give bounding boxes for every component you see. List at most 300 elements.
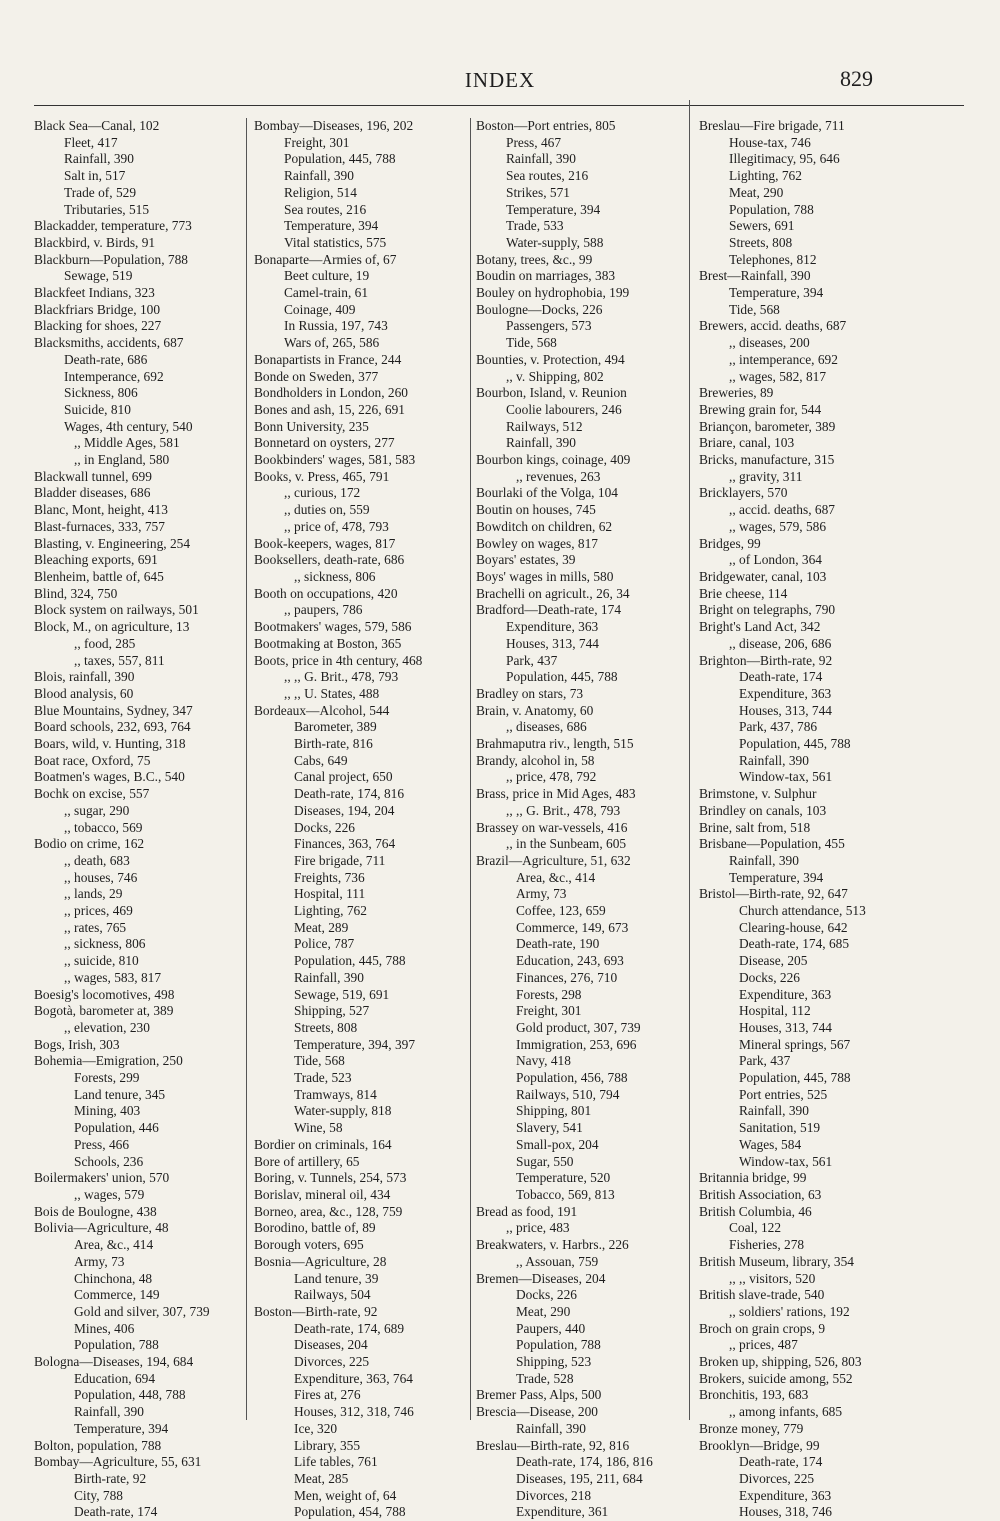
index-entry: Block system on railways, 501: [34, 602, 199, 618]
index-entry: Tramways, 814: [294, 1086, 377, 1102]
index-entry: Boyars' estates, 39: [476, 552, 576, 568]
index-entry: Bombay—Agriculture, 55, 631: [34, 1454, 202, 1470]
index-entry: Population, 445, 788: [284, 151, 396, 167]
index-entry: Book-keepers, wages, 817: [254, 535, 396, 551]
index-entry: Blind, 324, 750: [34, 585, 118, 601]
index-entry: Freight, 301: [516, 1003, 582, 1019]
index-entry: Borneo, area, &c., 128, 759: [254, 1203, 403, 1219]
index-entry: ,, prices, 469: [64, 903, 133, 919]
index-entry: Houses, 313, 744: [739, 1019, 832, 1035]
index-entry: Population, 456, 788: [516, 1070, 628, 1086]
index-entry: Railways, 512: [506, 418, 583, 434]
index-entry: Illegitimacy, 95, 646: [729, 151, 840, 167]
index-entry: Blanc, Mont, height, 413: [34, 502, 168, 518]
index-entry: Rainfall, 390: [74, 1404, 144, 1420]
index-entry: Boots, price in 4th century, 468: [254, 652, 423, 668]
index-entry: Bladder diseases, 686: [34, 485, 151, 501]
index-entry: ,, soldiers' rations, 192: [729, 1303, 850, 1319]
index-entry: Bradley on stars, 73: [476, 685, 584, 701]
index-entry: Forests, 299: [74, 1070, 140, 1086]
index-entry: Houses, 318, 746: [739, 1504, 832, 1520]
index-entry: Meat, 290: [729, 184, 784, 200]
index-entry: ,, taxes, 557, 811: [74, 652, 165, 668]
index-entry: Bristol—Birth-rate, 92, 647: [699, 886, 848, 902]
index-entry: ,, wages, 582, 817: [729, 368, 827, 384]
index-entry: Camel-train, 61: [284, 285, 369, 301]
index-entry: ,, diseases, 686: [506, 719, 587, 735]
index-entry: Temperature, 394: [506, 201, 601, 217]
index-entry: Bounties, v. Protection, 494: [476, 351, 625, 367]
index-entry: ,, sickness, 806: [294, 568, 376, 584]
index-entry: Expenditure, 363: [739, 986, 832, 1002]
index-entry: Coinage, 409: [284, 301, 356, 317]
index-entry: Boys' wages in mills, 580: [476, 568, 614, 584]
index-entry: Bronchitis, 193, 683: [699, 1387, 809, 1403]
index-entry: ,, death, 683: [64, 852, 130, 868]
index-entry: Divorces, 225: [294, 1354, 370, 1370]
index-entry: Sugar, 550: [516, 1153, 574, 1169]
index-entry: Bologna—Diseases, 194, 684: [34, 1354, 194, 1370]
index-entry: Boutin on houses, 745: [476, 502, 596, 518]
index-entry: Board schools, 232, 693, 764: [34, 719, 191, 735]
index-entry: ,, revenues, 263: [516, 468, 601, 484]
index-entry: Borough voters, 695: [254, 1237, 364, 1253]
index-entry: Life tables, 761: [294, 1454, 378, 1470]
index-entry: Booksellers, death-rate, 686: [254, 552, 405, 568]
page-number: 829: [840, 66, 873, 91]
index-entry: Rainfall, 390: [739, 752, 809, 768]
page-title: INDEX: [464, 68, 536, 92]
index-entry: Blacking for shoes, 227: [34, 318, 162, 334]
index-entry: Meat, 290: [516, 1303, 571, 1319]
index-entry: Bremer Pass, Alps, 500: [476, 1387, 602, 1403]
index-entry: Expenditure, 363: [739, 685, 832, 701]
index-entry: Rainfall, 390: [64, 151, 134, 167]
index-entry: Bones and ash, 15, 226, 691: [254, 401, 406, 417]
index-column-4: [699, 118, 969, 1521]
index-entry: Brooklyn—Bridge, 99: [699, 1437, 820, 1453]
index-entry: Bootmakers' wages, 579, 586: [254, 619, 412, 635]
index-entry: Brandy, alcohol in, 58: [476, 752, 595, 768]
index-entry: British slave-trade, 540: [699, 1287, 825, 1303]
index-entry: Bowditch on children, 62: [476, 518, 613, 534]
index-entry: Bridges, 99: [699, 535, 761, 551]
index-entry: Trade, 533: [506, 218, 564, 234]
index-entry: Briare, canal, 103: [699, 435, 795, 451]
index-entry: Population, 445, 788: [506, 669, 618, 685]
index-entry: ,, paupers, 786: [284, 602, 363, 618]
index-entry: Tide, 568: [729, 301, 780, 317]
index-entry: Death-rate, 174, 816: [294, 786, 405, 802]
index-entry: Canal project, 650: [294, 769, 393, 785]
index-entry: Bridgewater, canal, 103: [699, 568, 827, 584]
index-entry: Birth-rate, 816: [294, 736, 373, 752]
index-entry: British Association, 63: [699, 1187, 822, 1202]
index-entry: Meat, 285: [294, 1470, 349, 1486]
column-divider: [470, 118, 471, 1420]
index-entry: Freight, 301: [284, 134, 350, 150]
index-entry: Boatmen's wages, B.C., 540: [34, 769, 185, 785]
index-entry: Wages, 584: [739, 1136, 802, 1152]
index-entry: Bright's Land Act, 342: [699, 619, 821, 635]
index-entry: Brest—Rainfall, 390: [699, 268, 811, 284]
index-entry: Population, 788: [729, 201, 814, 217]
index-entry: ,, ,, G. Brit., 478, 793: [284, 669, 399, 685]
index-column-3: [476, 118, 686, 1521]
index-entry: Boat race, Oxford, 75: [34, 752, 151, 768]
index-entry: Wages, 4th century, 540: [64, 418, 193, 434]
index-entry: Forests, 298: [516, 986, 582, 1002]
index-entry: Bowley on wages, 817: [476, 535, 598, 551]
index-entry: Men, weight of, 64: [294, 1487, 397, 1503]
index-entry: Religion, 514: [284, 184, 357, 200]
index-entry: Tide, 568: [506, 335, 557, 351]
index-entry: Blacksmiths, accidents, 687: [34, 335, 184, 351]
index-entry: ,, wages, 583, 817: [64, 969, 162, 985]
index-entry: Bore of artillery, 65: [254, 1153, 360, 1169]
index-entry: Boars, wild, v. Hunting, 318: [34, 736, 186, 752]
index-entry: Rainfall, 390: [294, 969, 364, 985]
index-entry: Bombay—Diseases, 196, 202: [254, 118, 414, 133]
index-entry: Books, v. Press, 465, 791: [254, 468, 390, 484]
index-entry: Boesig's locomotives, 498: [34, 986, 175, 1002]
index-entry: Population, 446: [74, 1120, 159, 1136]
index-entry: Gold product, 307, 739: [516, 1019, 641, 1035]
index-entry: Brokers, suicide among, 552: [699, 1370, 853, 1386]
index-entry: Population, 788: [74, 1337, 159, 1353]
index-entry: Immigration, 253, 696: [516, 1036, 637, 1052]
index-entry: Brass, price in Mid Ages, 483: [476, 786, 636, 802]
index-entry: Bourlaki of the Volga, 104: [476, 485, 618, 501]
index-entry: Bradford—Death-rate, 174: [476, 602, 622, 618]
index-entry: House-tax, 746: [729, 134, 811, 150]
index-entry: Breslau—Fire brigade, 711: [699, 118, 845, 133]
index-entry: Commerce, 149, 673: [516, 919, 629, 935]
index-entry: Bois de Boulogne, 438: [34, 1203, 157, 1219]
column-divider: [689, 100, 690, 1420]
index-entry: ,, intemperance, 692: [729, 351, 838, 367]
index-entry: ,, sugar, 290: [64, 802, 130, 818]
index-entry: Bonde on Sweden, 377: [254, 368, 379, 384]
index-entry: Boudin on marriages, 383: [476, 268, 616, 284]
index-entry: Army, 73: [516, 886, 567, 902]
index-entry: Railways, 504: [294, 1287, 371, 1303]
index-entry: Temperature, 394: [284, 218, 379, 234]
index-entry: ,, curious, 172: [284, 485, 361, 501]
index-entry: Bondholders in London, 260: [254, 385, 408, 401]
index-entry: Brighton—Birth-rate, 92: [699, 652, 833, 668]
index-entry: Borislav, mineral oil, 434: [254, 1187, 391, 1202]
index-entry: Commerce, 149: [74, 1287, 160, 1303]
index-entry: Tide, 568: [294, 1053, 345, 1069]
index-entry: Population, 445, 788: [739, 1070, 851, 1086]
index-entry: Borodino, battle of, 89: [254, 1220, 376, 1236]
index-entry: Death-rate, 190: [516, 936, 600, 952]
index-entry: Hospital, 112: [739, 1003, 811, 1019]
index-entry: Lighting, 762: [294, 903, 367, 919]
index-entry: Beet culture, 19: [284, 268, 370, 284]
index-entry: Breslau—Birth-rate, 92, 816: [476, 1437, 630, 1453]
index-entry: Houses, 313, 744: [739, 702, 832, 718]
index-entry: Death-rate, 174, 685: [739, 936, 850, 952]
index-entry: ,, elevation, 230: [64, 1019, 150, 1035]
index-entry: Blackfeet Indians, 323: [34, 285, 155, 301]
index-entry: Port entries, 525: [739, 1086, 828, 1102]
index-entry: Bookbinders' wages, 581, 583: [254, 452, 416, 468]
index-entry: ,, wages, 579, 586: [729, 518, 827, 534]
index-entry: Land tenure, 345: [74, 1086, 166, 1102]
index-entry: Park, 437: [739, 1053, 791, 1069]
index-entry: Small-pox, 204: [516, 1136, 599, 1152]
index-entry: ,, price of, 478, 793: [284, 518, 389, 534]
index-entry: ,, duties on, 559: [284, 502, 370, 518]
index-entry: Bohemia—Emigration, 250: [34, 1053, 183, 1069]
index-entry: Sewage, 519: [64, 268, 133, 284]
index-entry: Population, 448, 788: [74, 1387, 186, 1403]
index-entry: Brachelli on agricult., 26, 34: [476, 585, 630, 601]
index-entry: Suicide, 810: [64, 401, 131, 417]
index-entry: Trade, 528: [516, 1370, 574, 1386]
index-entry: Water-supply, 818: [294, 1103, 392, 1119]
index-entry: Bordeaux—Alcohol, 544: [254, 702, 390, 718]
index-entry: Fisheries, 278: [729, 1237, 805, 1253]
index-entry: Broken up, shipping, 526, 803: [699, 1354, 862, 1370]
index-entry: Brewing grain for, 544: [699, 401, 822, 417]
index-entry: Bouley on hydrophobia, 199: [476, 285, 630, 301]
index-entry: Coal, 122: [729, 1220, 782, 1236]
index-entry: Blackadder, temperature, 773: [34, 218, 192, 234]
index-entry: Bolton, population, 788: [34, 1437, 162, 1453]
index-entry: ,, suicide, 810: [64, 953, 139, 969]
index-entry: Blasting, v. Engineering, 254: [34, 535, 191, 551]
index-entry: Brahmaputra riv., length, 515: [476, 736, 634, 752]
index-entry: Breakwaters, v. Harbrs., 226: [476, 1237, 629, 1253]
index-entry: ,, prices, 487: [729, 1337, 798, 1353]
index-entry: Meat, 289: [294, 919, 349, 935]
index-entry: Finances, 276, 710: [516, 969, 618, 985]
index-entry: Birth-rate, 92: [74, 1470, 147, 1486]
index-entry: Docks, 226: [516, 1287, 577, 1303]
index-entry: Schools, 236: [74, 1153, 144, 1169]
index-entry: ,, in England, 580: [74, 452, 170, 468]
index-entry: Briançon, barometer, 389: [699, 418, 836, 434]
index-entry: Press, 467: [506, 134, 562, 150]
index-entry: Botany, trees, &c., 99: [476, 251, 593, 267]
index-entry: Slavery, 541: [516, 1120, 583, 1136]
index-entry: Streets, 808: [294, 1019, 358, 1035]
index-entry: Bochk on excise, 557: [34, 786, 150, 802]
index-entry: ,, wages, 579: [74, 1187, 145, 1202]
index-entry: Blackburn—Population, 788: [34, 251, 188, 267]
index-entry: Strikes, 571: [506, 184, 570, 200]
index-column-2: [254, 118, 470, 1521]
index-entry: Navy, 418: [516, 1053, 571, 1069]
index-entry: ,, ,, G. Brit., 478, 793: [506, 802, 621, 818]
index-entry: Houses, 313, 744: [506, 635, 599, 651]
index-entry: Army, 73: [74, 1253, 125, 1269]
header-rule: [34, 105, 964, 106]
index-entry: Salt in, 517: [64, 168, 126, 184]
index-entry: Streets, 808: [729, 234, 793, 250]
index-entry: Death-rate, 174: [739, 1454, 823, 1470]
index-entry: Death-rate, 174: [739, 669, 823, 685]
index-entry: Park, 437, 786: [739, 719, 818, 735]
index-entry: Brisbane—Population, 455: [699, 836, 845, 852]
index-entry: Death-rate, 174, 186, 816: [516, 1454, 653, 1470]
index-entry: Cabs, 649: [294, 752, 348, 768]
index-entry: Intemperance, 692: [64, 368, 164, 384]
index-entry: Blast-furnaces, 333, 757: [34, 518, 165, 534]
index-entry: Bread as food, 191: [476, 1203, 578, 1219]
index-entry: Education, 694: [74, 1370, 156, 1386]
index-entry: Window-tax, 561: [739, 769, 833, 785]
index-entry: Bolivia—Agriculture, 48: [34, 1220, 169, 1236]
index-entry: Population, 445, 788: [739, 736, 851, 752]
index-entry: Bosnia—Agriculture, 28: [254, 1253, 387, 1269]
index-entry: Education, 243, 693: [516, 953, 624, 969]
index-entry: ,, sickness, 806: [64, 936, 146, 952]
index-entry: ,, ,, U. States, 488: [284, 685, 380, 701]
index-entry: ,, of London, 364: [729, 552, 822, 568]
index-entry: Disease, 205: [739, 953, 808, 969]
index-entry: Ice, 320: [294, 1420, 338, 1436]
index-entry: Black Sea—Canal, 102: [34, 118, 160, 133]
index-entry: Rainfall, 390: [506, 435, 576, 451]
index-entry: Bremen—Diseases, 204: [476, 1270, 606, 1286]
index-entry: Boston—Birth-rate, 92: [254, 1303, 378, 1319]
index-entry: Brewers, accid. deaths, 687: [699, 318, 847, 334]
index-entry: Expenditure, 361: [516, 1504, 609, 1520]
index-entry: Coffee, 123, 659: [516, 903, 606, 919]
index-entry: Broch on grain crops, 9: [699, 1320, 826, 1336]
index-entry: Houses, 312, 318, 746: [294, 1404, 414, 1420]
index-entry: Boulogne—Docks, 226: [476, 301, 603, 317]
index-entry: City, 788: [74, 1487, 123, 1503]
index-entry: Press, 466: [74, 1136, 130, 1152]
index-entry: Blois, rainfall, 390: [34, 669, 135, 685]
index-entry: ,, price, 478, 792: [506, 769, 597, 785]
index-entry: Britannia bridge, 99: [699, 1170, 807, 1186]
index-entry: Railways, 510, 794: [516, 1086, 620, 1102]
index-entry: Rainfall, 390: [284, 168, 354, 184]
index-entry: Death-rate, 686: [64, 351, 148, 367]
index-entry: Brain, v. Anatomy, 60: [476, 702, 594, 718]
index-column-1: [34, 118, 246, 1521]
index-entry: Trade of, 529: [64, 184, 137, 200]
index-entry: Mineral springs, 567: [739, 1036, 851, 1052]
index-entry: Church attendance, 513: [739, 903, 866, 919]
index-entry: Population, 454, 788: [294, 1504, 406, 1520]
index-entry: Brazil—Agriculture, 51, 632: [476, 852, 631, 868]
index-entry: Blenheim, battle of, 645: [34, 568, 164, 584]
index-entry: Bordier on criminals, 164: [254, 1136, 392, 1152]
index-entry: Sea routes, 216: [284, 201, 367, 217]
index-entry: Bonnetard on oysters, 277: [254, 435, 395, 451]
index-entry: Wars of, 265, 586: [284, 335, 380, 351]
index-entry: Area, &c., 414: [74, 1237, 154, 1253]
index-entry: Clearing-house, 642: [739, 919, 848, 935]
index-entry: Rainfall, 390: [739, 1103, 809, 1119]
index-entry: ,, price, 483: [506, 1220, 570, 1236]
index-entry: Bricklayers, 570: [699, 485, 788, 501]
index-entry: Boring, v. Tunnels, 254, 573: [254, 1170, 407, 1186]
index-entry: ,, houses, 746: [64, 869, 138, 885]
index-entry: ,, ,, visitors, 520: [729, 1270, 816, 1286]
index-entry: ,, Middle Ages, 581: [74, 435, 180, 451]
index-entry: Tributaries, 515: [64, 201, 150, 217]
index-entry: ,, disease, 206, 686: [729, 635, 832, 651]
index-entry: Trade, 523: [294, 1070, 352, 1086]
index-entry: In Russia, 197, 743: [284, 318, 388, 334]
index-entry: Diseases, 204: [294, 1337, 368, 1353]
index-entry: Bootmaking at Boston, 365: [254, 635, 402, 651]
index-entry: Bronze money, 779: [699, 1420, 804, 1436]
index-entry: Fire brigade, 711: [294, 852, 386, 868]
column-divider: [246, 118, 247, 1420]
index-entry: ,, food, 285: [74, 635, 136, 651]
index-entry: Diseases, 195, 211, 684: [516, 1470, 643, 1486]
index-entry: Temperature, 394: [729, 869, 824, 885]
index-entry: Lighting, 762: [729, 168, 802, 184]
index-entry: Park, 437: [506, 652, 558, 668]
index-entry: Area, &c., 414: [516, 869, 596, 885]
index-entry: Rainfall, 390: [729, 852, 799, 868]
index-entry: British Columbia, 46: [699, 1203, 812, 1219]
index-entry: Bonapartists in France, 244: [254, 351, 402, 367]
index-entry: Brassey on war-vessels, 416: [476, 819, 628, 835]
index-entry: Wine, 58: [294, 1120, 343, 1136]
index-entry: ,, in the Sunbeam, 605: [506, 836, 627, 852]
index-entry: Brimstone, v. Sulphur: [699, 786, 817, 802]
index-entry: Fleet, 417: [64, 134, 118, 150]
index-entry: Brine, salt from, 518: [699, 819, 811, 835]
index-entry: Temperature, 394: [74, 1420, 169, 1436]
index-entry: Temperature, 394, 397: [294, 1036, 416, 1052]
index-entry: Blood analysis, 60: [34, 685, 134, 701]
index-entry: Fires at, 276: [294, 1387, 361, 1403]
index-entry: Bourbon kings, coinage, 409: [476, 452, 631, 468]
index-entry: Boston—Port entries, 805: [476, 118, 616, 133]
index-entry: Sewers, 691: [729, 218, 795, 234]
index-entry: Expenditure, 363: [739, 1487, 832, 1503]
index-entry: Population, 788: [516, 1337, 601, 1353]
index-entry: Library, 355: [294, 1437, 361, 1453]
index-entry: Temperature, 394: [729, 285, 824, 301]
index-entry: Bleaching exports, 691: [34, 552, 158, 568]
index-entry: Docks, 226: [739, 969, 800, 985]
index-entry: Bodio on crime, 162: [34, 836, 145, 852]
index-entry: ,, lands, 29: [64, 886, 123, 902]
index-entry: Bonn University, 235: [254, 418, 369, 434]
index-entry: Land tenure, 39: [294, 1270, 379, 1286]
index-entry: Divorces, 225: [739, 1470, 815, 1486]
index-entry: Mining, 403: [74, 1103, 141, 1119]
index-entry: Sickness, 806: [64, 385, 138, 401]
index-entry: Bricks, manufacture, 315: [699, 452, 835, 468]
index-entry: Window-tax, 561: [739, 1153, 833, 1169]
index-entry: Temperature, 520: [516, 1170, 611, 1186]
index-entry: Docks, 226: [294, 819, 355, 835]
index-entry: Blackbird, v. Birds, 91: [34, 234, 156, 250]
index-entry: Police, 787: [294, 936, 355, 952]
index-entry: Breweries, 89: [699, 385, 774, 401]
index-entry: Block, M., on agriculture, 13: [34, 619, 190, 635]
index-entry: ,, v. Shipping, 802: [506, 368, 604, 384]
index-entry: Brindley on canals, 103: [699, 802, 827, 818]
index-entry: ,, tobacco, 569: [64, 819, 143, 835]
index-entry: Brie cheese, 114: [699, 585, 788, 601]
index-entry: Bonaparte—Armies of, 67: [254, 251, 397, 267]
